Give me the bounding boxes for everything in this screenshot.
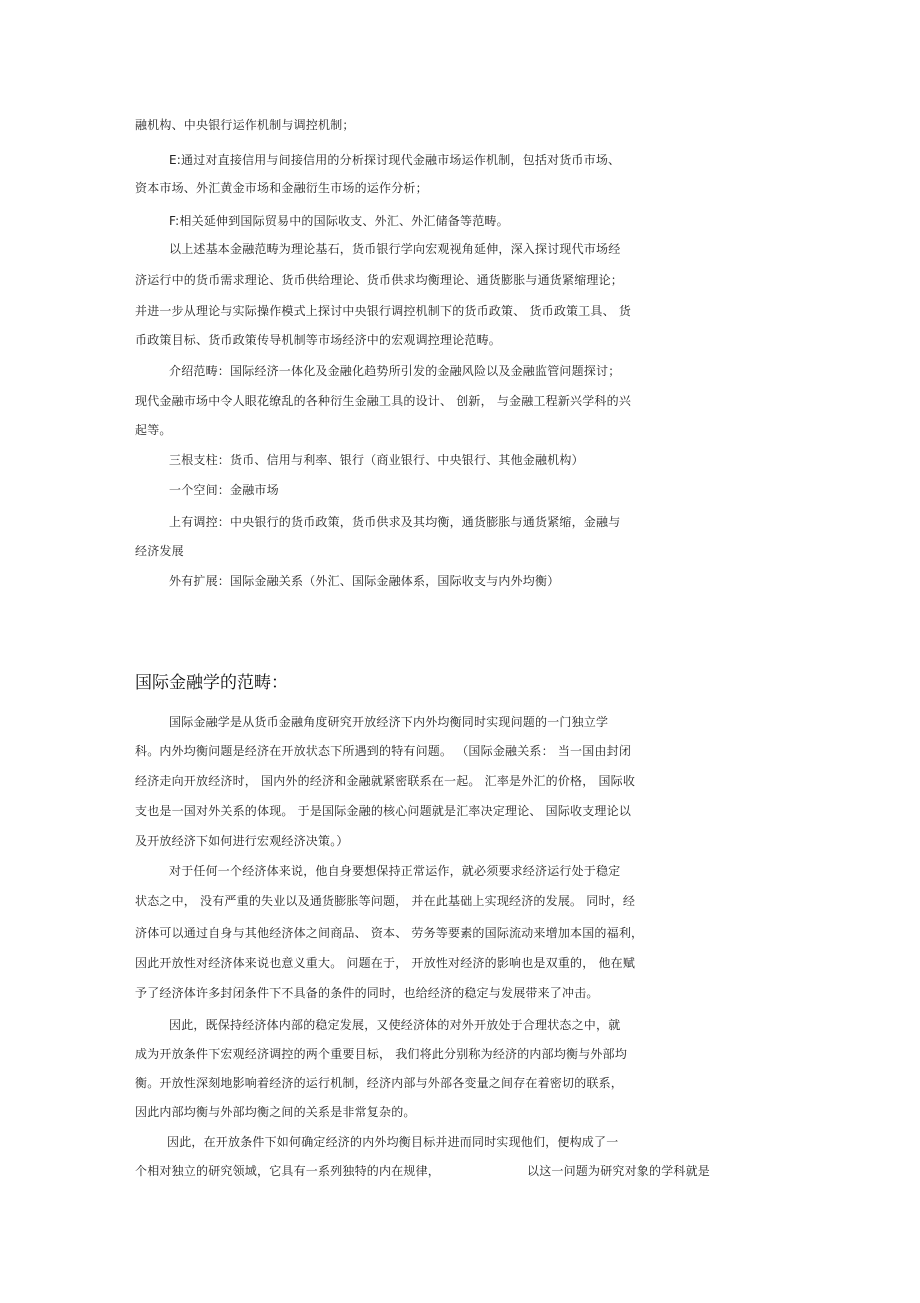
paragraph-line: 资本市场、外汇黄金市场和金融衍生市场的运作分析； (135, 181, 428, 195)
paragraph-line: 个相对独立的研究领域，它具有一系列独特的内在规律， (135, 1164, 441, 1178)
paragraph-line: 支也是一国对外关系的体现。 于是国际金融的核心问题就是汇率决定理论、 国际收支理论以 (135, 804, 632, 818)
paragraph-line: 因此，既保持经济体内部的稳定发展，又使经济体的对外开放处于合理状态之中，就 (169, 1018, 621, 1032)
paragraph-line: 现代金融市场中令人眼花缭乱的各种衍生金融工具的设计、 创新， 与金融工程新兴学科的兴 (135, 394, 632, 408)
paragraph-line: 以上述基本金融范畴为理论基石，货币银行学向宏观视角延伸，深入探讨现代市场经 (169, 242, 621, 256)
paragraph-line: 以这一问题为研究对象的学科就是 (527, 1164, 711, 1178)
paragraph-line: 起等。 (135, 423, 172, 437)
paragraph-line: 济体可以通过自身与其他经济体之间商品、 资本、 劳务等要素的国际流动来增加本国的福利， (135, 926, 644, 940)
paragraph-line: 衡。开放性深刻地影响着经济的运行机制，经济内部与外部各变量之间存在着密切的联系， (135, 1076, 624, 1090)
paragraph-line: 外有扩展：国际金融关系（外汇、国际金融体系，国际收支与内外均衡） (169, 574, 560, 588)
paragraph-line: E:通过对直接信用与间接信用的分析探讨现代金融市场运作机制，包括对货币市场、 (169, 153, 621, 167)
paragraph-line: F:相关延伸到国际贸易中的国际收支、外汇、外汇储备等范畴。 (169, 214, 509, 228)
paragraph-line: 并进一步从理论与实际操作模式上探讨中央银行调控机制下的货币政策、 货币政策工具、 货 (135, 304, 632, 318)
paragraph-line: 一个空间：金融市场 (169, 483, 279, 497)
paragraph-line: 因此内部均衡与外部均衡之间的关系是非常复杂的。 (135, 1105, 416, 1119)
paragraph-line: 三根支柱：货币、信用与利率、银行（商业银行、中央银行、其他金融机构） (169, 453, 584, 467)
paragraph-line: 济运行中的货币需求理论、货币供给理论、货币供求均衡理论、通货膨胀与通货紧缩理论； (135, 273, 624, 287)
paragraph-line: 融机构、中央银行运作机制与调控机制； (135, 118, 355, 132)
paragraph-line: 成为开放条件下宏观经济调控的两个重要目标， 我们将此分别称为经济的内部均衡与外部均 (135, 1047, 628, 1061)
paragraph-line: 上有调控：中央银行的货币政策，货币供求及其均衡，通货膨胀与通货紧缩，金融与 (169, 515, 621, 529)
paragraph-line: 予了经济体许多封闭条件下不具备的条件的同时，也给经济的稳定与发展带来了冲击。 (135, 986, 599, 1000)
paragraph-line: 因此，在开放条件下如何确定经济的内外均衡目标并进而同时实现他们，便构成了一 (167, 1135, 619, 1149)
paragraph-line: 及开放经济下如何进行宏观经济决策。） (135, 834, 349, 848)
paragraph-line: 币政策目标、货币政策传导机制等市场经济中的宏观调控理论范畴。 (135, 333, 502, 347)
paragraph-line: 科。内外均衡问题是经济在开放状态下所遇到的特有问题。 （国际金融关系： 当一国由封闭 (135, 744, 632, 758)
paragraph-line: 国际金融学是从货币金融角度研究开放经济下内外均衡同时实现问题的一门独立学 (169, 715, 609, 729)
paragraph-line: 经济发展 (135, 544, 184, 558)
paragraph-line: 经济走向开放经济时， 国内外的经济和金融就紧密联系在一起。 汇率是外汇的价格， 国际收 (135, 774, 636, 788)
paragraph-line: 介绍范畴：国际经济一体化及金融化趋势所引发的金融风险以及金融监管问题探讨； (169, 364, 621, 378)
paragraph-line: 状态之中， 没有严重的失业以及通货膨胀等问题， 并在此基础上实现经济的发展。 同时，经 (135, 894, 636, 908)
section-heading: 国际金融学的范畴： (135, 673, 288, 693)
paragraph-line: 因此开放性对经济体来说也意义重大。 问题在于， 开放性对经济的影响也是双重的， 他在赋 (135, 956, 636, 970)
paragraph-line: 对于任何一个经济体来说，他自身要想保持正常运作，就必须要求经济运行处于稳定 (169, 864, 621, 878)
